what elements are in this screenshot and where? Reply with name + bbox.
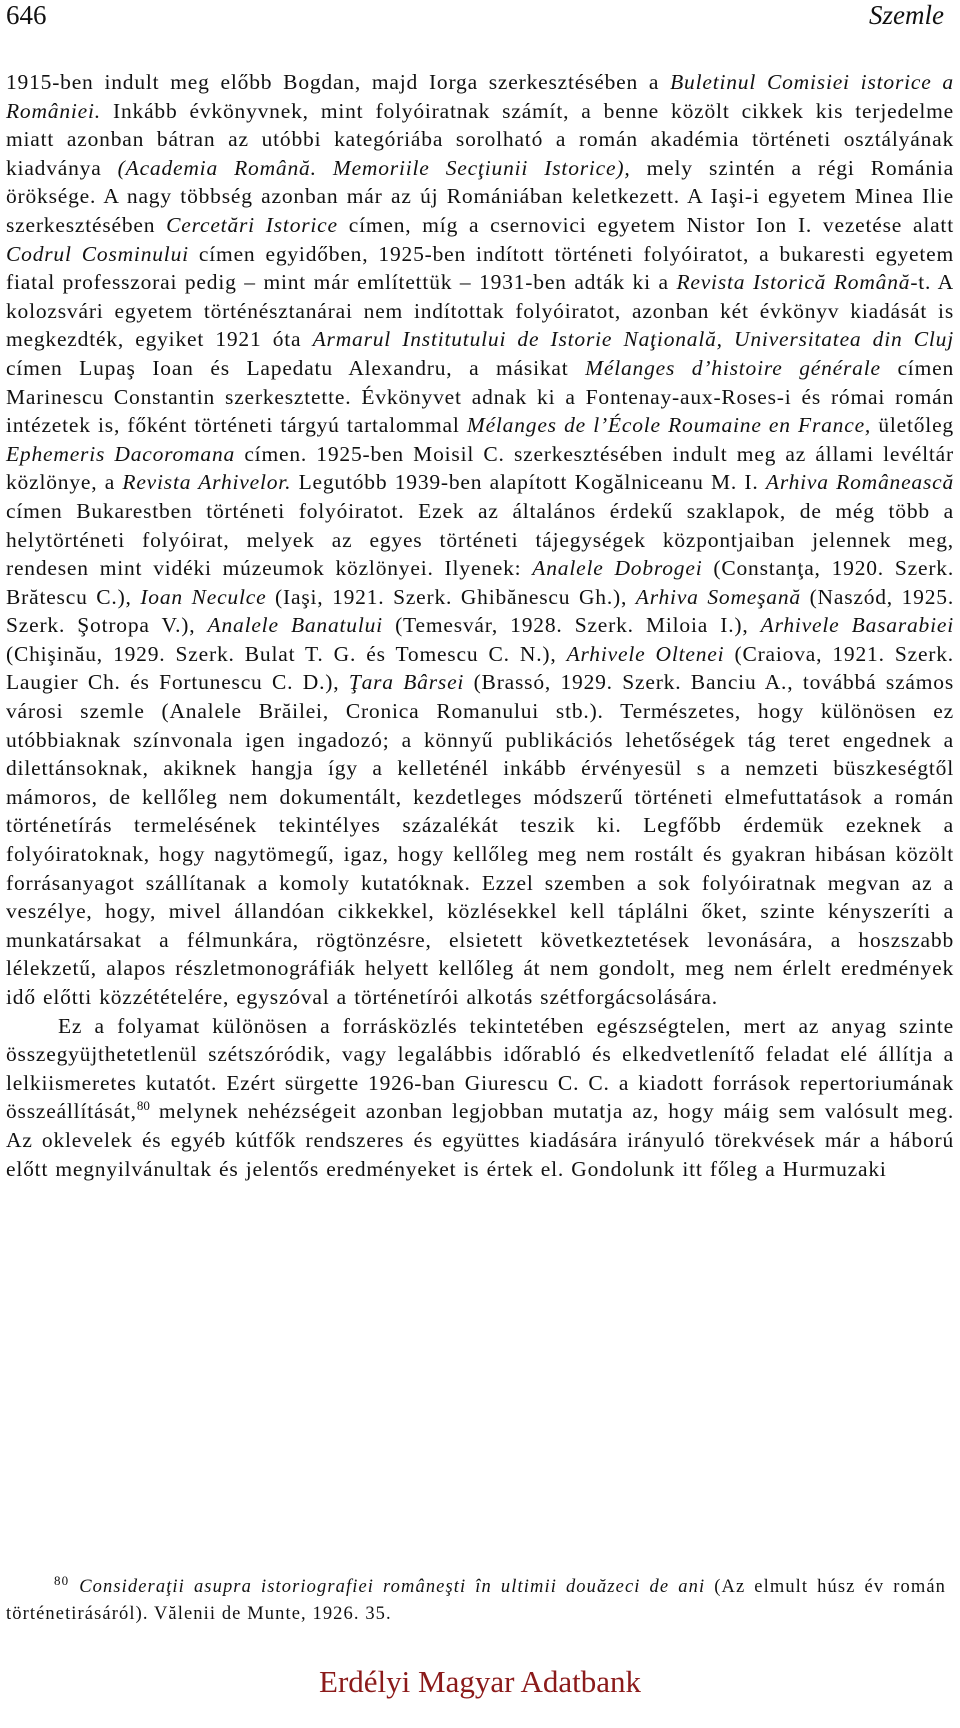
- text-run: (Brassó, 1929. Szerk. Banciu A., továbbá számos városi szemle (Analele Brăilei, Cronica Romanului stb.). Természetes, hogy különösen ez utóbbiaknak színvonala igen ingadozó; a könnyű publikációs lehetőségek tág teret engednek a dilettánsoknak, akiknek hangja így a kelleténél inkább érvényesül s a nemzeti büszkeségtől mámoros, de kellőleg nem dokumentált, kezdetleges módszerű történeti elmefuttatások a román történetírás termelésének tekintélyes százalékát teszik ki. Legfőbb érdemük ezeknek a folyóiratoknak, hogy nagytömegű, igaz, hogy kellőleg meg nem rostált és gyakran hibásan közölt forrásanyagot szállítanak a komoly kutatóknak. Ezzel szemben a sok folyóiratnak megvan az a veszélye, hogy, mivel állandóan cikkekkel, közlésekkel kell táplálni őket, szinte kényszeríti a munkatársakat a félmunkára, rögtönzésre, elsietett következtetések levonására, a hoszszabb lélekzetű, alapos részletmonográfiák helyett kellőleg át nem gondolt, meg nem érlelt eredmények idő előtti közzétételére, egyszóval a történetírói alkotás szétforgácsolására.: [6, 670, 954, 1009]
- publication-title: Armarul Institutului de Istorie Naţională, Universitatea din Cluj: [312, 327, 954, 352]
- paragraph-2-text-after: melynek nehézségeit azonban legjobban mutatja az, hogy máig sem valósult meg. Az oklevelek és egyéb kútfők rendszeres és együttes kiadására irányuló törekvések már a háború előtt megnyilvánultak és jelentős eredményeket is értek el. Gondolunk itt főleg a Hurmuzaki: [6, 1099, 954, 1181]
- publication-title: Arhiva Someşană: [635, 584, 801, 609]
- footnote: [6, 1574, 946, 1628]
- page-header: [0, 0, 960, 40]
- page-number: 646: [6, 0, 47, 30]
- publication-title: Ephemeris Dacoromana: [6, 441, 236, 466]
- article-body: [6, 68, 954, 1183]
- paragraph-2-text-before: Ez a folyamat különösen a forrásközlés tekintetében egészségtelen, mert az anyag szinte összegyüjthetetlenül szétszóródik, vagy legalábbis időrabló és elkedvetlenítő feladat elé állítja a lelkiismeretes kutatót. Ezért sürgette 1926-ban Giurescu C. C. a kiadott források repertoriumának összeállítását,: [6, 1013, 954, 1124]
- footnote-text: (Az elmult húsz év román történetirásáról). Vălenii de Munte, 1926. 35.: [6, 1577, 946, 1624]
- footnote-reference[interactable]: 80: [136, 1098, 150, 1114]
- publication-title: Mélanges d’histoire générale: [585, 355, 881, 380]
- running-title: Szemle: [869, 0, 944, 30]
- text-run: (Naszód, 1925. Szerk. Şotropa V.),: [6, 584, 954, 638]
- text-run: Legutóbb 1939-ben alapított Kogălniceanu M. I.: [291, 470, 766, 495]
- text-run: címen egyidőben, 1925-ben indított történeti folyóiratot, a bukaresti egyetem fiatal professzorai pedig – mint már említettük – 1931-ben adták ki a: [6, 241, 954, 295]
- publication-title: Arhivele Basarabiei: [760, 613, 954, 638]
- footer-brand[interactable]: Erdélyi Magyar Adatbank: [319, 1664, 641, 1699]
- publication-title: Revista Arhivelor.: [122, 470, 292, 495]
- publication-title: Cercetări Istorice: [166, 212, 338, 237]
- text-run: (Iaşi, 1921. Szerk. Ghibănescu Gh.),: [266, 584, 636, 609]
- paragraph-1: [6, 68, 954, 1012]
- publication-title: Arhivele Oltenei: [566, 641, 725, 666]
- text-run: címen Marinescu Constantin szerkesztette. Évkönyvet adnak ki a Fontenay-aux-Roses-i és római román intézetek is, főként történeti tárgyú tartalommal: [6, 355, 954, 438]
- text-run: címen. 1925-ben Moisil C. szerkesztésében indult meg az állami levéltár közlönye, a: [6, 441, 954, 495]
- text-run: címen, míg a csernovici egyetem Nistor Ion I. vezetése alatt: [337, 212, 954, 237]
- text-run: (Constanţa, 1920. Szerk. Brătescu C.),: [6, 556, 955, 609]
- publication-title: Revista Istorică Română: [676, 270, 911, 295]
- text-run: címen Lupaş Ioan és Lapedatu Alexandru, a másikat: [6, 355, 586, 380]
- publication-title: (Academia Română. Memoriile Secţiunii Istorice),: [117, 155, 631, 180]
- footnote-title: Consideraţii asupra istoriografiei româneşti în ultimii douăzeci de ani: [79, 1577, 706, 1597]
- text-run: (Chişinău, 1929. Szerk. Bulat T. G. és Tomescu C. N.),: [6, 641, 567, 666]
- text-run: címen Bukarestben történeti folyóiratot. Ezek az általános érdekű szaklapok, de még több a helytörténeti folyóirat, melyek az egyes történeti tájegységek központjaiban jelennek meg, rendesen mint vidéki múzeumok közlönyei. Ilyenek:: [6, 498, 954, 581]
- text-run: 1915-ben indult meg előbb Bogdan, majd Iorga szerkesztésében a: [6, 70, 671, 94]
- text-run: mely szintén a régi Románia öröksége. A nagy többség azonban már az új Romániában keletkezett. A Iaşi-i egyetem Minea Ilie szerkesztésében: [6, 155, 954, 237]
- publication-title: Analele Banatului: [207, 613, 383, 638]
- text-run: -t. A kolozsvári egyetem történésztanárai nem indítottak folyóiratot, azonban két évkönyv kiadását is megkezdték, egyiket 1921 óta: [6, 270, 954, 352]
- text-run: Inkább évkönyvnek, mint folyóiratnak számít, a benne közölt cikkek kis terjedelme miatt azonban bátran az utóbbi kategóriába sorolható a román akadémia történeti osztályának kiadványa: [6, 98, 954, 180]
- paragraph-2: [6, 1012, 954, 1184]
- publication-title: Analele Dobrogei: [532, 556, 703, 581]
- publication-title: Arhiva Românească: [765, 470, 955, 495]
- publication-title: Codrul Cosminului: [6, 241, 189, 266]
- publication-title: Ţara Bârsei: [348, 670, 465, 695]
- text-run: (Craiova, 1921. Szerk. Laugier Ch. és Fortunescu C. D.),: [6, 641, 954, 695]
- text-run: (Temesvár, 1928. Szerk. Miloia I.),: [382, 613, 761, 638]
- publication-title: Ioan Neculce: [140, 584, 267, 609]
- footnote-mark: 80: [54, 1572, 70, 1588]
- publication-title: Buletinul Comisiei istorice a României.: [6, 70, 954, 123]
- text-run: ületőleg: [871, 413, 954, 438]
- publication-title: Mélanges de l’École Roumaine en France,: [466, 413, 872, 438]
